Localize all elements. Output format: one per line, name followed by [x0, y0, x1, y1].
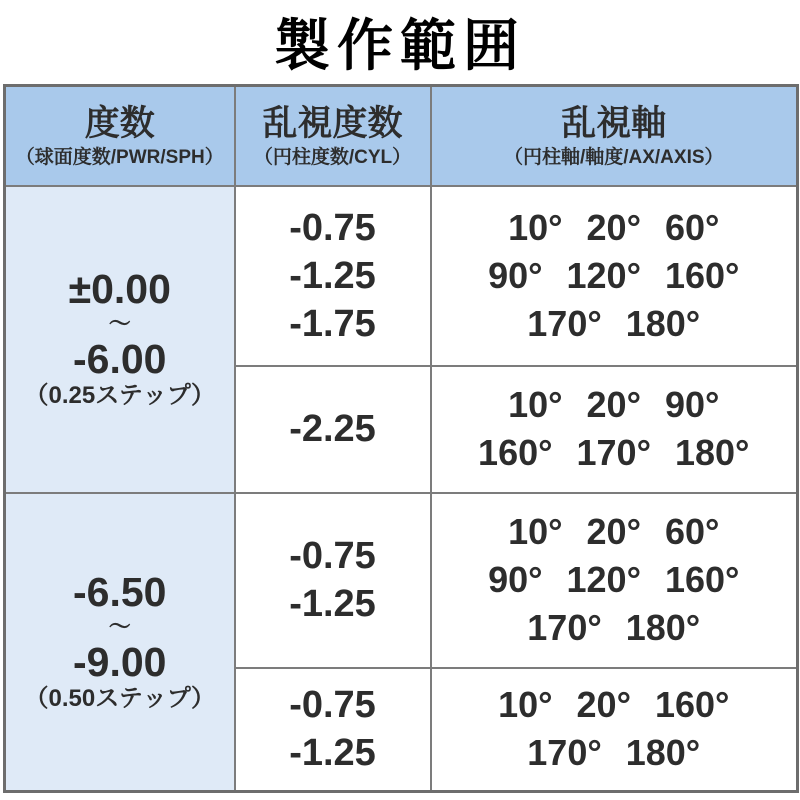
- power-to: -6.00: [73, 336, 167, 382]
- axis-line: 160° 170° 180°: [478, 432, 750, 473]
- header-power-sub: （球面度数/PWR/SPH）: [15, 146, 224, 168]
- power-range-cell-1: [5, 186, 235, 493]
- axis-cell-r1: [431, 186, 798, 366]
- power-step: （0.50ステップ）: [24, 684, 215, 712]
- cyl-cell-r3: [235, 493, 431, 668]
- axis-line: 170° 180°: [527, 732, 701, 774]
- cyl-value: -0.75: [289, 684, 376, 727]
- page-title: 製作範囲: [274, 14, 526, 77]
- tilde: 〜: [108, 613, 131, 639]
- axis-line: 90° 120° 160°: [488, 559, 740, 600]
- axis-line: 10° 20° 60°: [508, 511, 720, 552]
- cyl-value: -1.75: [289, 302, 376, 345]
- cyl-value: -1.25: [289, 583, 376, 625]
- header-cyl-main: 乱視度数: [262, 103, 403, 143]
- power-from: -6.50: [73, 568, 167, 615]
- header-row: [5, 86, 798, 186]
- header-power-main: 度数: [84, 103, 155, 143]
- power-from: ±0.00: [68, 266, 171, 312]
- production-range-table: [3, 84, 799, 793]
- header-axis: [431, 86, 798, 186]
- header-axis-sub: （円柱軸/軸度/AX/AXIS）: [503, 146, 724, 168]
- header-power: [5, 86, 235, 186]
- cyl-value: -0.75: [289, 535, 376, 577]
- cyl-cell-r4: [235, 668, 431, 792]
- header-axis-main: 乱視軸: [561, 103, 667, 143]
- header-cyl-sub: （円柱度数/CYL）: [253, 146, 412, 168]
- cyl-cell-r2: [235, 366, 431, 493]
- cyl-cell-r1: [235, 186, 431, 366]
- cyl-value: -1.25: [289, 254, 376, 297]
- axis-line: 10° 20° 90°: [508, 384, 720, 425]
- power-step: （0.25ステップ）: [24, 382, 215, 409]
- axis-line: 10° 20° 60°: [508, 206, 720, 248]
- table-row: [5, 493, 798, 668]
- table-row: [5, 186, 798, 366]
- power-range-cell-2: [5, 493, 235, 792]
- axis-cell-r4: [431, 668, 798, 792]
- axis-line: 10° 20° 160°: [498, 684, 730, 726]
- axis-cell-r3: [431, 493, 798, 668]
- axis-cell-r2: [431, 366, 798, 493]
- cyl-value: -0.75: [289, 206, 376, 249]
- axis-line: 170° 180°: [527, 302, 701, 344]
- cyl-value: -1.25: [289, 732, 376, 775]
- header-cyl: [235, 86, 431, 186]
- power-to: -9.00: [73, 638, 167, 685]
- axis-line: 170° 180°: [527, 607, 701, 648]
- axis-line: 90° 120° 160°: [488, 254, 740, 296]
- tilde: 〜: [108, 311, 131, 336]
- cyl-value: -2.25: [289, 408, 376, 450]
